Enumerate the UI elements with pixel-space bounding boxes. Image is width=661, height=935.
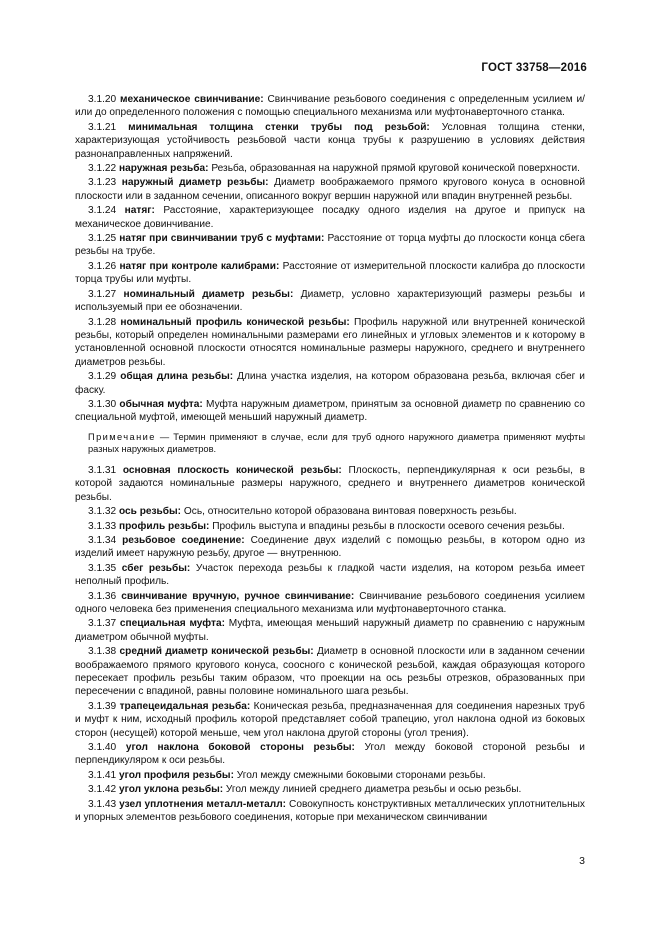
standard-designation: ГОСТ 33758—2016 xyxy=(481,62,587,74)
note-text: — Термин применяют в случае, если для труб одного наружного диаметра применяют муфты разных наружных диаметров. xyxy=(88,431,585,455)
term-name: свинчивание вручную, ручное свинчивание: xyxy=(121,590,355,602)
term-entry xyxy=(75,288,585,315)
term-entry xyxy=(75,162,585,175)
term-number: 3.1.34 xyxy=(88,534,117,546)
term-entry xyxy=(75,769,585,782)
term-number: 3.1.20 xyxy=(88,94,117,105)
term-name: узел уплотнения металл-металл: xyxy=(119,798,287,810)
term-definition: Угол между смежными боковыми сторонами резьбы. xyxy=(236,769,486,781)
term-entry xyxy=(75,93,585,120)
term-definition: Профиль выступа и впадины резьбы в плоскости осевого сечения резьбы. xyxy=(212,520,565,532)
term-number: 3.1.37 xyxy=(88,618,117,630)
term-number: 3.1.26 xyxy=(88,260,117,272)
term-name: сбег резьбы: xyxy=(121,562,191,574)
term-number: 3.1.31 xyxy=(88,464,117,476)
term-number: 3.1.28 xyxy=(88,316,117,328)
term-definition: Длина участка изделия, на котором образована резьба, включая сбег и фаску. xyxy=(75,371,585,396)
term-number: 3.1.41 xyxy=(88,769,117,781)
term-number: 3.1.29 xyxy=(88,371,117,383)
terms-list-1 xyxy=(75,93,585,425)
term-name: профиль резьбы: xyxy=(118,520,210,532)
term-entry xyxy=(75,590,585,617)
term-name: основная плоскость конической резьбы: xyxy=(122,464,342,476)
term-number: 3.1.21 xyxy=(88,121,117,133)
term-number: 3.1.36 xyxy=(88,590,117,602)
term-name: средний диаметр конической резьбы: xyxy=(119,646,314,658)
term-definition: Совокупность конструктивных металлических уплотнительных и упорных элементов резьбового соединения, которые при механическом свинчивании xyxy=(75,798,585,824)
term-name: резьбовое соединение: xyxy=(122,534,245,546)
term-name: общая длина резьбы: xyxy=(120,371,234,383)
term-definition: Условная толщина стенки, характеризующая устойчивость резьбовой части конца трубы к разрушению в условиях действия разнонаправленных напряжений. xyxy=(75,121,585,160)
term-definition: Муфта наружным диаметром, принятым за основной диаметр по сравнению со специальной муфтой, имеющей меньший наружный диаметр. xyxy=(75,398,585,424)
term-number: 3.1.33 xyxy=(88,520,117,532)
term-entry xyxy=(75,798,585,825)
term-number: 3.1.23 xyxy=(88,177,117,189)
term-entry xyxy=(75,700,585,740)
term-entry xyxy=(75,204,585,231)
term-definition: Угол между линией среднего диаметра резьбы и осью резьбы. xyxy=(225,784,522,796)
term-definition: Резьба, образованная на наружной прямой круговой конической поверхности. xyxy=(211,163,580,175)
term-number: 3.1.25 xyxy=(88,233,117,245)
term-name: ось резьбы: xyxy=(118,506,182,518)
page-number: 3 xyxy=(579,855,585,867)
term-entry xyxy=(75,505,585,518)
term-entry xyxy=(75,121,585,161)
term-number: 3.1.40 xyxy=(88,742,117,754)
term-definition: Диаметр в основной плоскости или в заданном сечении воображаемого прямого кругового конуса, соосного с конической резьбой, каждая образующая которого пересекает профиль резьбы таким образом, что проекции на ось резьбы отрезков, образованных при пересечении с впадиной, равны половине номинального шага резьбы. xyxy=(75,646,585,698)
term-entry xyxy=(75,260,585,287)
term-entry xyxy=(75,617,585,644)
term-definition: Угол между боковой стороной резьбы и перпендикуляром к оси резьбы. xyxy=(75,742,585,767)
term-number: 3.1.39 xyxy=(88,700,117,712)
term-entry xyxy=(75,398,585,425)
terms-list-2 xyxy=(75,464,585,825)
term-name: натяг при свинчивании труб с муфтами: xyxy=(119,233,325,245)
term-number: 3.1.32 xyxy=(88,506,117,518)
term-number: 3.1.35 xyxy=(88,562,117,574)
term-name: угол уклона резьбы: xyxy=(118,784,224,796)
term-entry xyxy=(75,520,585,533)
term-definition: Ось, относительно которой образована винтовая поверхность резьбы. xyxy=(183,506,517,518)
term-name: наружная резьба: xyxy=(118,163,209,175)
term-name: обычная муфта: xyxy=(119,398,203,410)
term-definition: Расстояние от торца муфты до плоскости конца сбега резьбы на трубе. xyxy=(75,233,585,258)
term-entry xyxy=(75,316,585,370)
term-name: номинальный профиль конической резьбы: xyxy=(120,316,350,328)
term-name: специальная муфта: xyxy=(119,618,225,630)
term-name: натяг: xyxy=(124,205,155,217)
term-name: минимальная толщина стенки трубы под резьбой: xyxy=(128,121,430,133)
term-definition: Плоскость, перпендикулярная к оси резьбы, в которой задаются номинальные размеры наружного, среднего и внутреннего диаметров конической резьбы. xyxy=(75,464,585,503)
term-number: 3.1.42 xyxy=(88,784,117,796)
term-number: 3.1.30 xyxy=(88,398,117,410)
note-label: Примечание xyxy=(88,431,156,442)
term-number: 3.1.43 xyxy=(88,798,117,810)
term-entry xyxy=(75,232,585,259)
term-number: 3.1.27 xyxy=(88,288,117,300)
term-definition: Расстояние, характеризующее посадку одного изделия на другое и припуск на механическое довинчивание. xyxy=(75,205,585,230)
term-name: угол профиля резьбы: xyxy=(118,769,234,781)
term-entry xyxy=(75,562,585,589)
term-definition: Расстояние от измерительной плоскости калибра до плоскости торца трубы или муфты. xyxy=(75,260,585,286)
term-entry xyxy=(75,370,585,397)
term-definition: Диаметр, условно характеризующий размеры резьбы и используемый при ее обозначении. xyxy=(75,288,585,314)
term-definition: Коническая резьба, предназначенная для соединения нарезных труб и муфт к ним, исходный профиль которой представляет собой трапецию, угол наклона одной из боковых сторон (несущей) которой меньше, чем угол наклона другой стороны (угол трения). xyxy=(75,700,585,739)
term-definition: Участок перехода резьбы к гладкой части изделия, на котором резьба имеет неполный профиль. xyxy=(75,562,585,588)
term-definition: Соединение двух изделий с помощью резьбы, в котором одно из изделий имеет наружную резьбу, другое — внутреннюю. xyxy=(75,534,585,560)
term-definition: Профиль наружной или внутренней конической резьбы, который определен номинальными размерами его линейных и угловых элементов и к которому в установленной основной плоскости относятся номинальные размеры наружного, среднего и внутреннего диаметров резьбы. xyxy=(75,316,585,368)
term-name: наружный диаметр резьбы: xyxy=(121,177,269,189)
term-name: механическое свинчивание: xyxy=(120,94,264,105)
term-entry xyxy=(75,783,585,796)
term-number: 3.1.38 xyxy=(88,646,117,658)
term-definition: Свинчивание резьбового соединения с определенным усилием и/или до определенного положения с помощью специального механизма или муфтонаверточного станка. xyxy=(75,94,585,119)
term-entry xyxy=(75,645,585,699)
term-entry xyxy=(75,534,585,561)
term-definition: Диаметр воображаемого прямого кругового конуса в основной плоскости или в заданном сечении, описанного вокруг вершин наружной или впадин внутренней резьбы. xyxy=(75,177,585,202)
term-name: натяг при контроле калибрами: xyxy=(119,260,280,272)
term-name: трапецеидальная резьба: xyxy=(119,700,251,712)
term-entry xyxy=(75,464,585,504)
term-name: номинальный диаметр резьбы: xyxy=(123,288,294,300)
term-name: угол наклона боковой стороны резьбы: xyxy=(125,742,355,754)
term-definition: Свинчивание резьбового соединения усилием одного человека без применения специального механизма или муфтонаверточного станка. xyxy=(75,590,585,615)
term-number: 3.1.22 xyxy=(88,163,117,175)
document-body xyxy=(75,93,585,826)
term-definition: Муфта, имеющая меньший наружный диаметр по сравнению с наружным диаметром обычной муфты. xyxy=(75,618,585,643)
term-number: 3.1.24 xyxy=(88,205,117,217)
term-entry xyxy=(75,176,585,203)
note xyxy=(75,431,585,456)
term-entry xyxy=(75,741,585,768)
